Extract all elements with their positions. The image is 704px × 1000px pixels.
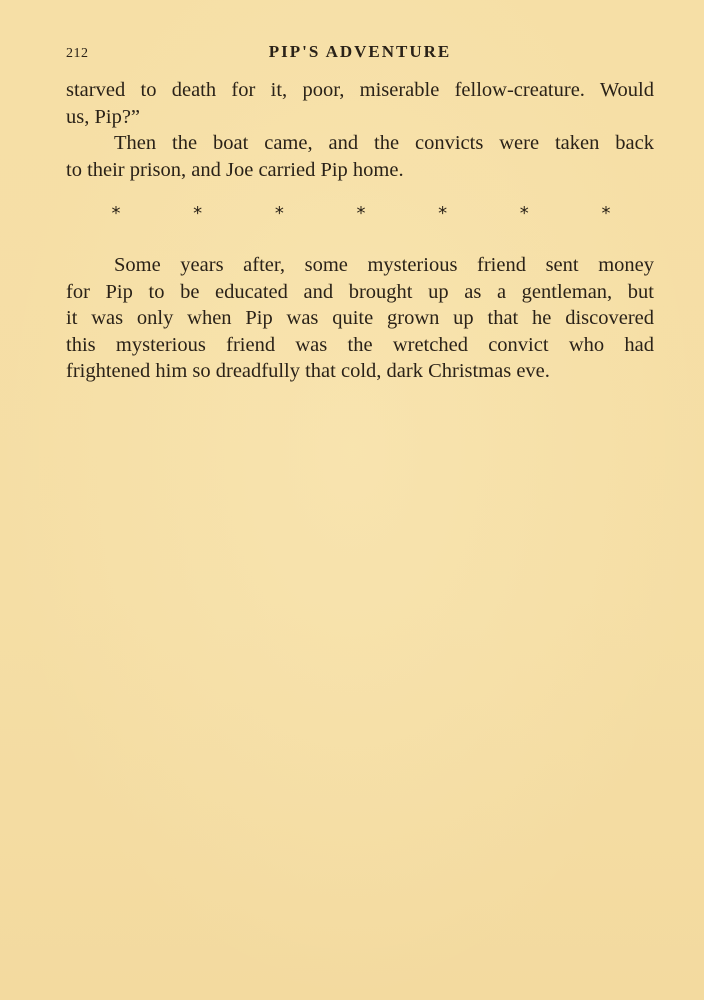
section-break-asterisks bbox=[106, 203, 616, 227]
paragraph-2 bbox=[66, 130, 654, 183]
running-title: PIP'S ADVENTURE bbox=[268, 42, 452, 61]
running-head bbox=[66, 42, 654, 64]
text-block-top bbox=[66, 77, 654, 183]
page-number: 212 bbox=[66, 46, 89, 61]
paragraph-1 bbox=[66, 77, 654, 130]
paragraph-2-line-1: Then the boat came, and the convicts were taken back bbox=[114, 132, 654, 154]
paragraph-1-line-2: us, Pip?” bbox=[66, 105, 141, 128]
paragraph-3-line-1: Some years after, some mysterious friend sent money bbox=[114, 254, 654, 276]
asterisk-glyph: * bbox=[193, 203, 203, 224]
paragraph-3-line-5: frightened him so dreadfully that cold, dark Christmas eve. bbox=[66, 360, 550, 382]
paragraph-3-line-4: this mysterious friend was the wretched convict who had bbox=[66, 333, 654, 356]
asterisk-glyph: * bbox=[274, 203, 284, 224]
asterisk-glyph: * bbox=[356, 203, 366, 224]
paragraph-3-line-2: for Pip to be educated and brought up as a gentleman, but bbox=[66, 280, 654, 303]
asterisk-glyph: * bbox=[601, 203, 611, 224]
paragraph-2-line-2: to their prison, and Joe carried Pip home. bbox=[66, 158, 404, 181]
asterisk-glyph: * bbox=[111, 203, 121, 224]
text-block-bottom bbox=[66, 252, 654, 385]
paragraph-3 bbox=[66, 252, 654, 385]
paragraph-3-line-3: it was only when Pip was quite grown up that he discovered bbox=[66, 307, 654, 329]
asterisk-glyph: * bbox=[438, 203, 448, 224]
asterisk-glyph: * bbox=[519, 203, 529, 224]
paragraph-1-line-1: starved to death for it, poor, miserable fellow-creature. Would bbox=[66, 79, 654, 101]
